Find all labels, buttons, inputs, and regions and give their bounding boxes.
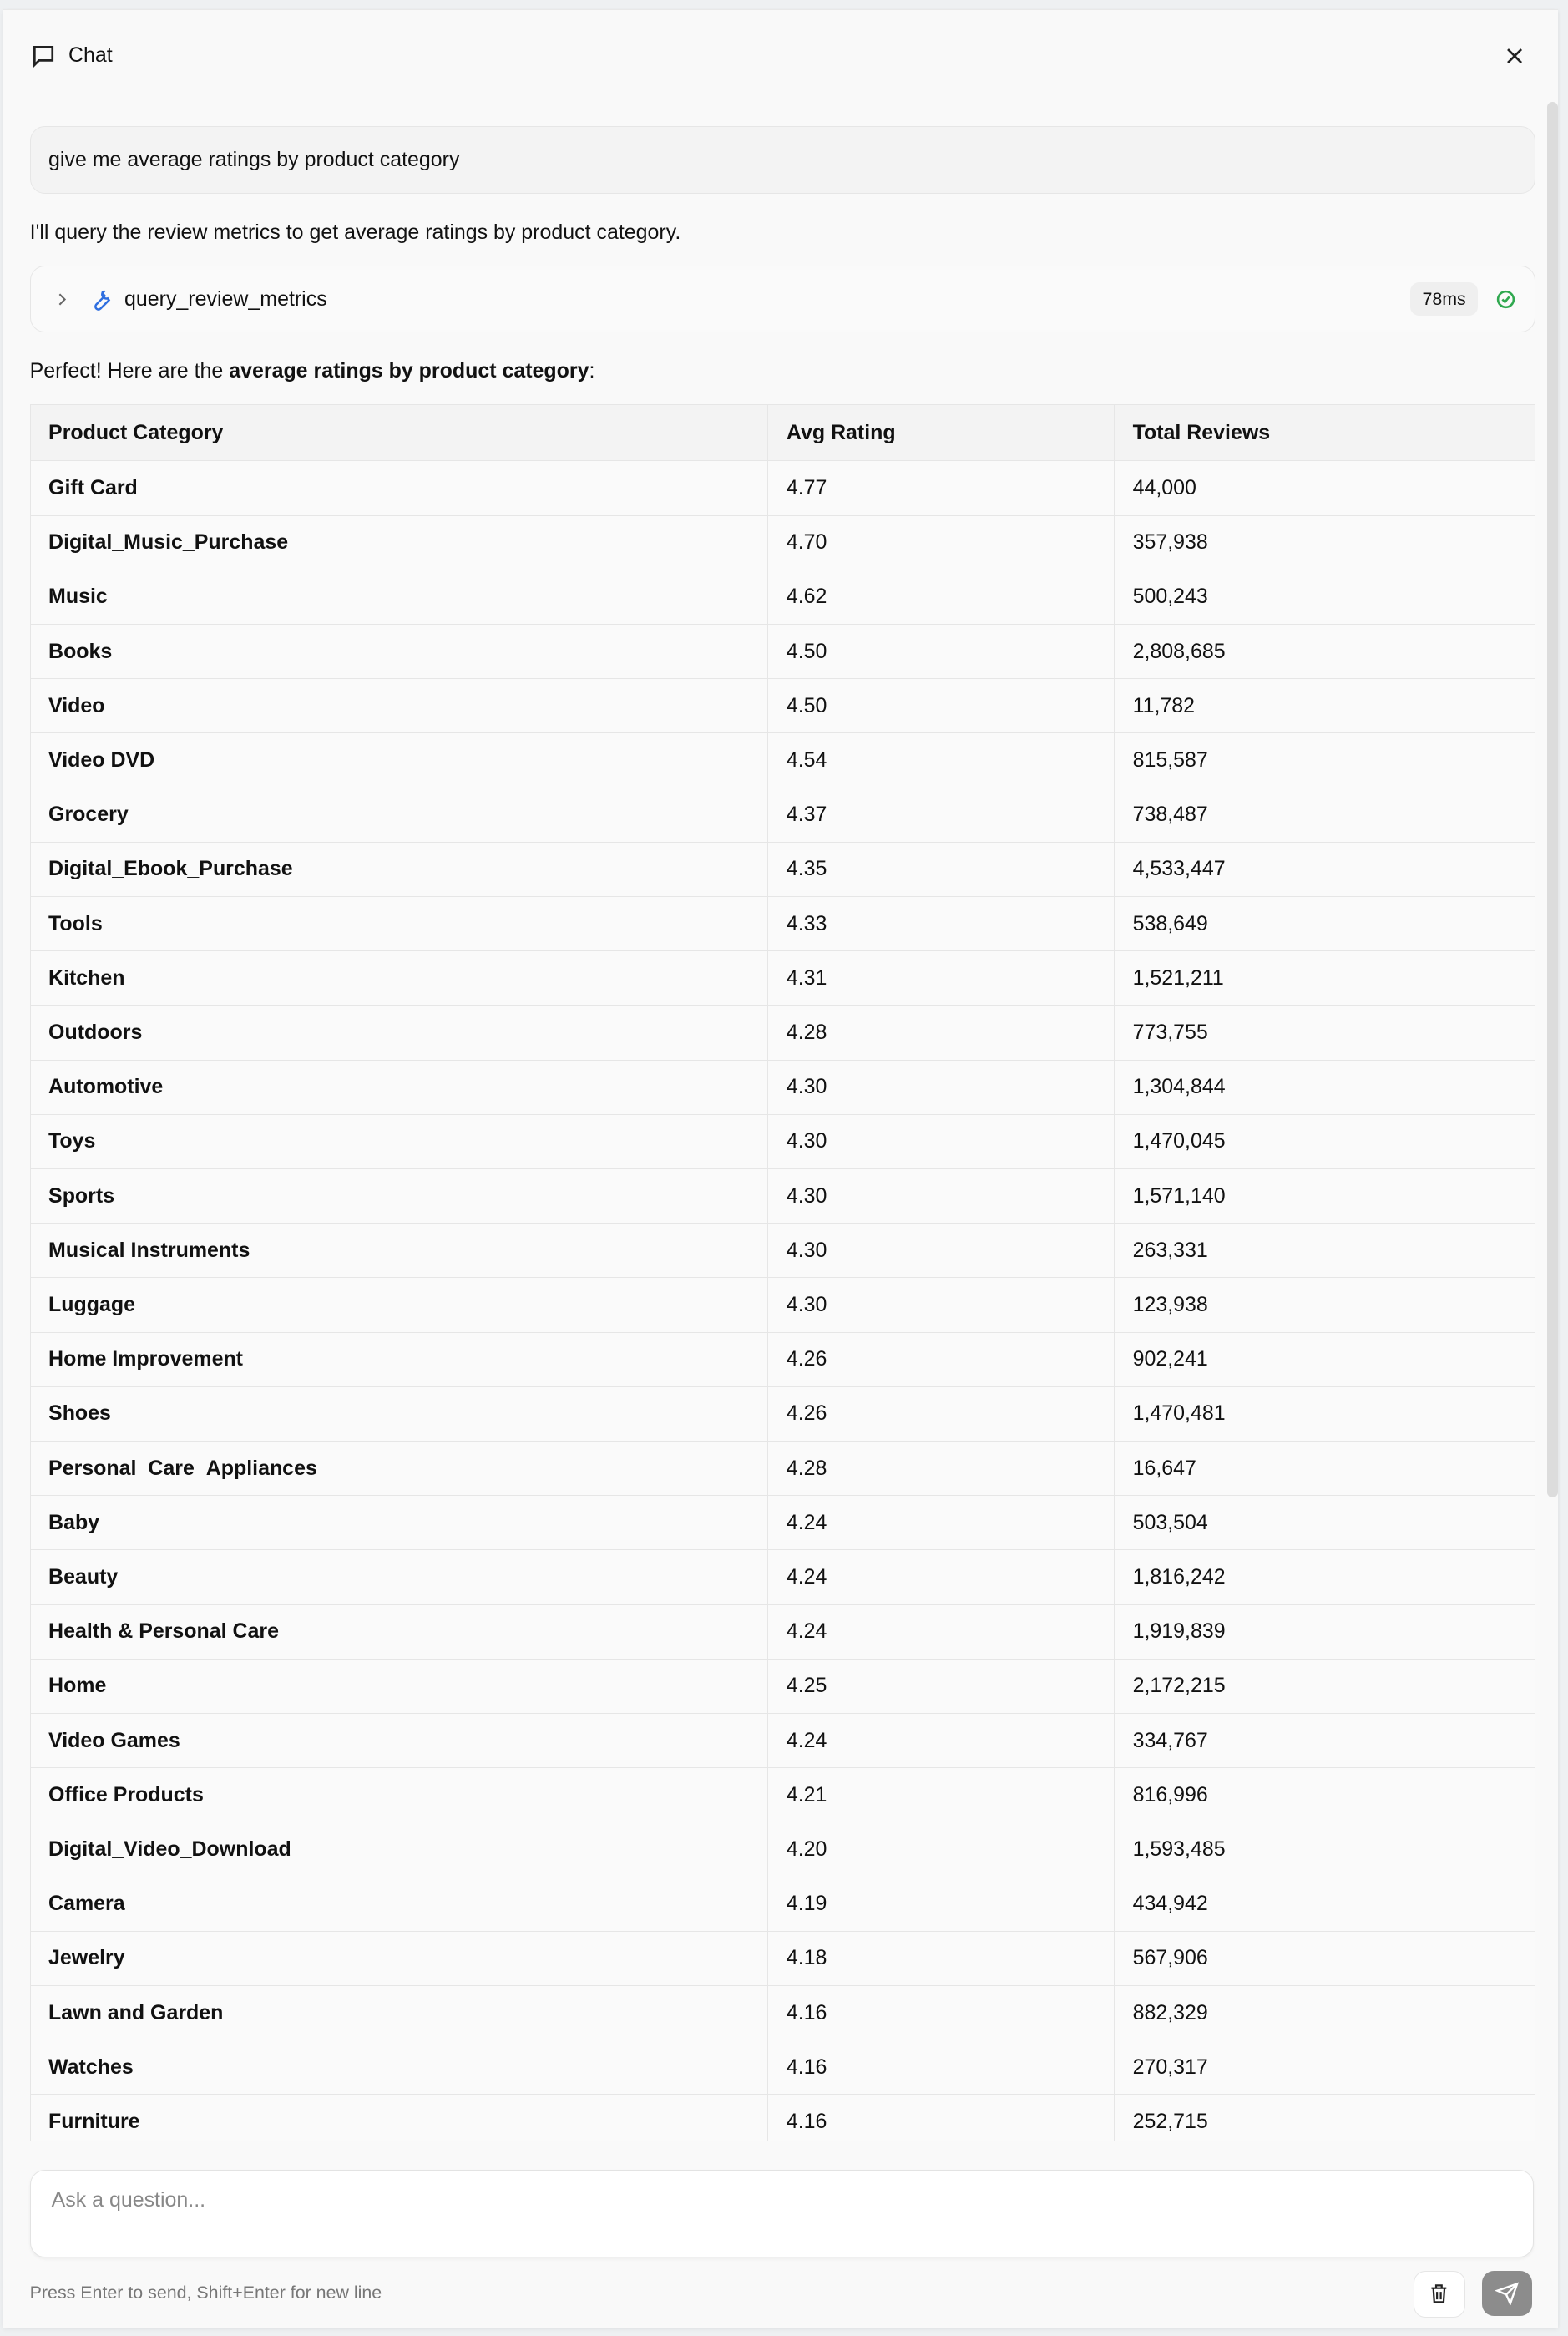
total-reviews-cell: 503,504 — [1115, 1496, 1535, 1550]
total-reviews-cell: 902,241 — [1115, 1332, 1535, 1386]
total-reviews-cell: 1,919,839 — [1115, 1604, 1535, 1659]
total-reviews-cell: 334,767 — [1115, 1713, 1535, 1767]
avg-rating-cell: 4.30 — [768, 1278, 1115, 1332]
trash-icon — [1428, 2283, 1450, 2305]
table-row — [30, 1985, 1535, 2040]
user-message: give me average ratings by product category — [30, 126, 1535, 194]
avg-rating-cell: 4.16 — [768, 1985, 1115, 2040]
category-cell: Toys — [30, 1114, 768, 1168]
send-button[interactable] — [1482, 2271, 1533, 2316]
avg-rating-cell: 4.37 — [768, 788, 1115, 842]
total-reviews-cell: 882,329 — [1115, 1985, 1535, 2040]
table-row — [30, 1768, 1535, 1822]
category-cell: Tools — [30, 896, 768, 950]
clear-chat-button[interactable] — [1414, 2271, 1466, 2318]
table-row — [30, 951, 1535, 1006]
chat-panel — [3, 9, 1558, 2328]
avg-rating-cell: 4.28 — [768, 1441, 1115, 1495]
total-reviews-cell: 815,587 — [1115, 733, 1535, 788]
avg-rating-cell: 4.20 — [768, 1822, 1115, 1877]
total-reviews-cell: 538,649 — [1115, 896, 1535, 950]
table-row — [30, 1168, 1535, 1223]
avg-rating-cell: 4.30 — [768, 1060, 1115, 1114]
avg-rating-cell: 4.31 — [768, 951, 1115, 1006]
avg-rating-cell: 4.19 — [768, 1877, 1115, 1931]
table-row — [30, 896, 1535, 950]
avg-rating-cell: 4.24 — [768, 1550, 1115, 1604]
category-cell: Camera — [30, 1877, 768, 1931]
tool-call-card[interactable] — [30, 266, 1535, 332]
column-header: Avg Rating — [768, 405, 1115, 461]
category-cell: Health & Personal Care — [30, 1604, 768, 1659]
category-cell: Kitchen — [30, 951, 768, 1006]
total-reviews-cell: 16,647 — [1115, 1441, 1535, 1495]
category-cell: Grocery — [30, 788, 768, 842]
table-row — [30, 1822, 1535, 1877]
avg-rating-cell: 4.50 — [768, 679, 1115, 733]
table-row — [30, 1114, 1535, 1168]
total-reviews-cell: 816,996 — [1115, 1768, 1535, 1822]
table-row — [30, 1224, 1535, 1278]
table-row — [30, 1496, 1535, 1550]
total-reviews-cell: 11,782 — [1115, 679, 1535, 733]
avg-rating-cell: 4.24 — [768, 1496, 1115, 1550]
total-reviews-cell: 357,938 — [1115, 515, 1535, 570]
total-reviews-cell: 252,715 — [1115, 2095, 1535, 2141]
total-reviews-cell: 2,808,685 — [1115, 624, 1535, 678]
category-cell: Home Improvement — [30, 1332, 768, 1386]
chat-header — [30, 33, 1528, 79]
avg-rating-cell: 4.30 — [768, 1224, 1115, 1278]
close-icon[interactable] — [1501, 43, 1528, 69]
total-reviews-cell: 1,521,211 — [1115, 951, 1535, 1006]
table-row — [30, 679, 1535, 733]
composer-hint: Press Enter to send, Shift+Enter for new line — [29, 2283, 382, 2303]
total-reviews-cell: 1,470,045 — [1115, 1114, 1535, 1168]
table-row — [30, 1278, 1535, 1332]
category-cell: Watches — [30, 2040, 768, 2095]
avg-rating-cell: 4.26 — [768, 1386, 1115, 1441]
avg-rating-cell: 4.35 — [768, 842, 1115, 896]
table-row — [30, 461, 1535, 515]
question-input-box[interactable] — [30, 2170, 1535, 2257]
table-row — [30, 1713, 1535, 1767]
avg-rating-cell: 4.16 — [768, 2040, 1115, 2095]
avg-rating-cell: 4.33 — [768, 896, 1115, 950]
avg-rating-cell: 4.70 — [768, 515, 1115, 570]
category-cell: Luggage — [30, 1278, 768, 1332]
avg-rating-cell: 4.77 — [768, 461, 1115, 515]
send-icon — [1495, 2282, 1520, 2306]
chat-bubble-icon — [30, 43, 57, 69]
category-cell: Home — [30, 1659, 768, 1713]
category-cell: Digital_Video_Download — [30, 1822, 768, 1877]
total-reviews-cell: 263,331 — [1115, 1224, 1535, 1278]
category-cell: Books — [30, 624, 768, 678]
wrench-icon — [87, 286, 112, 312]
table-row — [30, 1877, 1535, 1931]
category-cell: Jewelry — [30, 1931, 768, 1985]
category-cell: Furniture — [30, 2095, 768, 2141]
question-input[interactable] — [48, 2186, 1514, 2251]
avg-rating-cell: 4.30 — [768, 1168, 1115, 1223]
assistant-intro: I'll query the review metrics to get average ratings by product category. — [29, 220, 681, 244]
table-row — [30, 733, 1535, 788]
total-reviews-cell: 1,571,140 — [1115, 1168, 1535, 1223]
table-row — [30, 1006, 1535, 1060]
avg-rating-cell: 4.25 — [768, 1659, 1115, 1713]
result-bold: average ratings by product category — [229, 359, 589, 383]
category-cell: Digital_Music_Purchase — [30, 515, 768, 570]
avg-rating-cell: 4.62 — [768, 570, 1115, 624]
table-row — [30, 1659, 1535, 1713]
table-row — [30, 624, 1535, 678]
total-reviews-cell: 2,172,215 — [1115, 1659, 1535, 1713]
table-row — [30, 2040, 1535, 2095]
category-cell: Baby — [30, 1496, 768, 1550]
avg-rating-cell: 4.30 — [768, 1114, 1115, 1168]
category-cell: Gift Card — [30, 461, 768, 515]
category-cell: Personal_Care_Appliances — [30, 1441, 768, 1495]
table-row — [30, 1931, 1535, 1985]
category-cell: Automotive — [30, 1060, 768, 1114]
category-cell: Video Games — [30, 1713, 768, 1767]
total-reviews-cell: 1,593,485 — [1115, 1822, 1535, 1877]
result-prefix: Perfect! Here are the — [29, 359, 230, 383]
chat-title: Chat — [68, 43, 113, 68]
total-reviews-cell: 773,755 — [1115, 1006, 1535, 1060]
category-cell: Video — [30, 679, 768, 733]
category-cell: Lawn and Garden — [30, 1985, 768, 2040]
tool-duration-badge: 78ms — [1410, 282, 1478, 315]
message-list[interactable] — [30, 123, 1535, 2141]
avg-rating-cell: 4.21 — [768, 1768, 1115, 1822]
category-cell: Outdoors — [30, 1006, 768, 1060]
total-reviews-cell: 500,243 — [1115, 570, 1535, 624]
column-header: Total Reviews — [1115, 405, 1535, 461]
avg-rating-cell: 4.18 — [768, 1931, 1115, 1985]
avg-rating-cell: 4.24 — [768, 1713, 1115, 1767]
table-row — [30, 570, 1535, 624]
result-suffix: : — [589, 359, 595, 383]
table-row — [30, 1060, 1535, 1114]
scrollbar[interactable] — [1547, 102, 1557, 1497]
total-reviews-cell: 4,533,447 — [1115, 842, 1535, 896]
table-row — [30, 1386, 1535, 1441]
table-row — [30, 1332, 1535, 1386]
check-circle-icon — [1495, 289, 1516, 310]
ratings-table — [30, 404, 1535, 2141]
total-reviews-cell: 1,304,844 — [1115, 1060, 1535, 1114]
result-intro — [30, 359, 1535, 383]
avg-rating-cell: 4.24 — [768, 1604, 1115, 1659]
category-cell: Digital_Ebook_Purchase — [30, 842, 768, 896]
total-reviews-cell: 1,470,481 — [1115, 1386, 1535, 1441]
avg-rating-cell: 4.28 — [768, 1006, 1115, 1060]
tool-name: query_review_metrics — [124, 286, 327, 311]
table-row — [30, 842, 1535, 896]
table-row — [30, 1604, 1535, 1659]
avg-rating-cell: 4.54 — [768, 733, 1115, 788]
total-reviews-cell: 567,906 — [1115, 1931, 1535, 1985]
avg-rating-cell: 4.50 — [768, 624, 1115, 678]
total-reviews-cell: 1,816,242 — [1115, 1550, 1535, 1604]
table-row — [30, 515, 1535, 570]
total-reviews-cell: 270,317 — [1115, 2040, 1535, 2095]
table-row — [30, 1441, 1535, 1495]
total-reviews-cell: 44,000 — [1115, 461, 1535, 515]
total-reviews-cell: 434,942 — [1115, 1877, 1535, 1931]
category-cell: Video DVD — [30, 733, 768, 788]
avg-rating-cell: 4.26 — [768, 1332, 1115, 1386]
column-header: Product Category — [30, 405, 768, 461]
category-cell: Office Products — [30, 1768, 768, 1822]
chevron-right-icon[interactable] — [52, 289, 73, 310]
category-cell: Musical Instruments — [30, 1224, 768, 1278]
total-reviews-cell: 123,938 — [1115, 1278, 1535, 1332]
category-cell: Beauty — [30, 1550, 768, 1604]
total-reviews-cell: 738,487 — [1115, 788, 1535, 842]
category-cell: Shoes — [30, 1386, 768, 1441]
table-row — [30, 2095, 1535, 2141]
table-row — [30, 1550, 1535, 1604]
table-row — [30, 788, 1535, 842]
category-cell: Sports — [30, 1168, 768, 1223]
avg-rating-cell: 4.16 — [768, 2095, 1115, 2141]
category-cell: Music — [30, 570, 768, 624]
